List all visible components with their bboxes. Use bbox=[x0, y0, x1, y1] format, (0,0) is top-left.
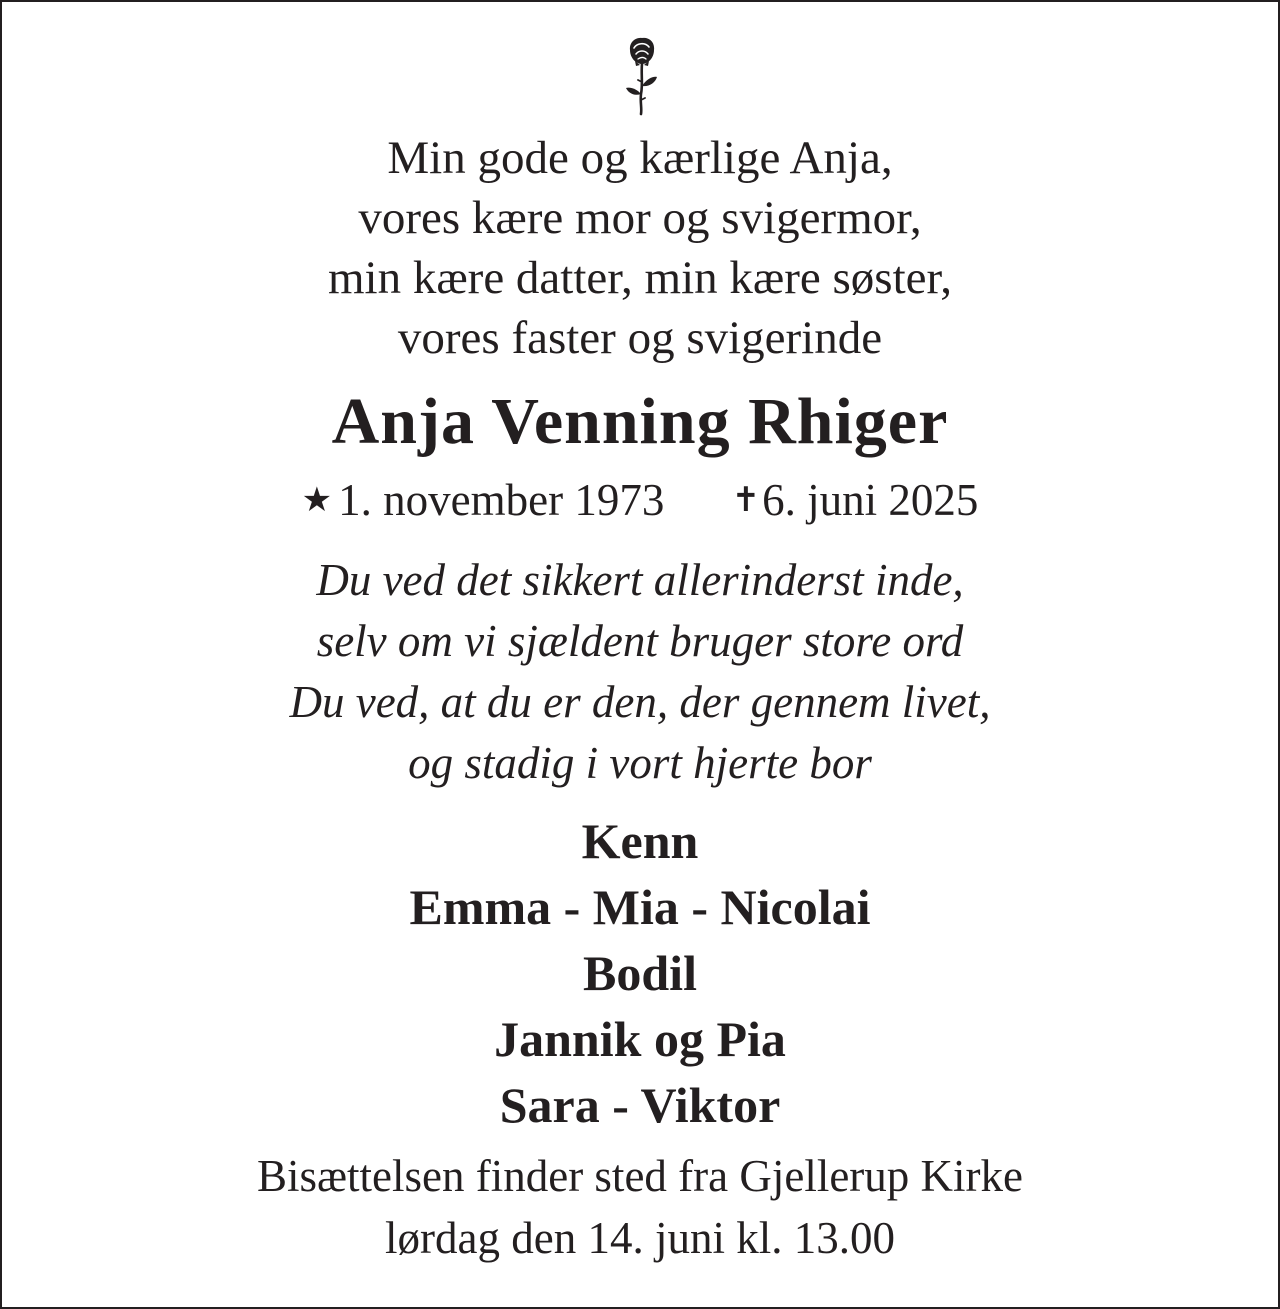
life-dates bbox=[2, 472, 1278, 529]
cross-icon: ✝ bbox=[731, 482, 761, 519]
intro-line: vores faster og svigerinde bbox=[397, 312, 883, 364]
death-date: 6. juni 2025 bbox=[762, 475, 979, 525]
intro-text bbox=[2, 128, 1278, 368]
family-line: Sara - Viktor bbox=[499, 1077, 781, 1133]
family-line: Bodil bbox=[583, 945, 697, 1001]
deceased-name: Anja Venning Rhiger bbox=[331, 385, 949, 458]
birth-date: 1. november 1973 bbox=[338, 475, 665, 525]
intro-line: Min gode og kærlige Anja, bbox=[387, 132, 893, 184]
family-line: Emma - Mia - Nicolai bbox=[409, 879, 871, 935]
rose-icon bbox=[614, 34, 670, 116]
family-line: Jannik og Pia bbox=[494, 1011, 786, 1067]
intro-line: min kære datter, min kære søster, bbox=[327, 252, 953, 304]
family-names bbox=[2, 808, 1278, 1138]
family-line: Kenn bbox=[581, 813, 699, 869]
verse-line: Du ved det sikkert allerinderst inde, bbox=[316, 555, 964, 605]
memorial-verse bbox=[2, 550, 1278, 794]
verse-line: og stadig i vort hjerte bor bbox=[408, 738, 872, 788]
death-date-group bbox=[732, 475, 979, 525]
verse-line: Du ved, at du er den, der gennem livet, bbox=[289, 677, 991, 727]
birth-date-group bbox=[302, 475, 676, 525]
funeral-line: lørdag den 14. juni kl. 13.00 bbox=[385, 1213, 895, 1263]
intro-line: vores kære mor og svigermor, bbox=[358, 192, 922, 244]
star-icon: ★ bbox=[301, 482, 333, 519]
funeral-info bbox=[2, 1145, 1278, 1269]
verse-line: selv om vi sjældent bruger store ord bbox=[316, 616, 964, 666]
funeral-line: Bisættelsen finder sted fra Gjellerup Kirke bbox=[256, 1151, 1024, 1201]
